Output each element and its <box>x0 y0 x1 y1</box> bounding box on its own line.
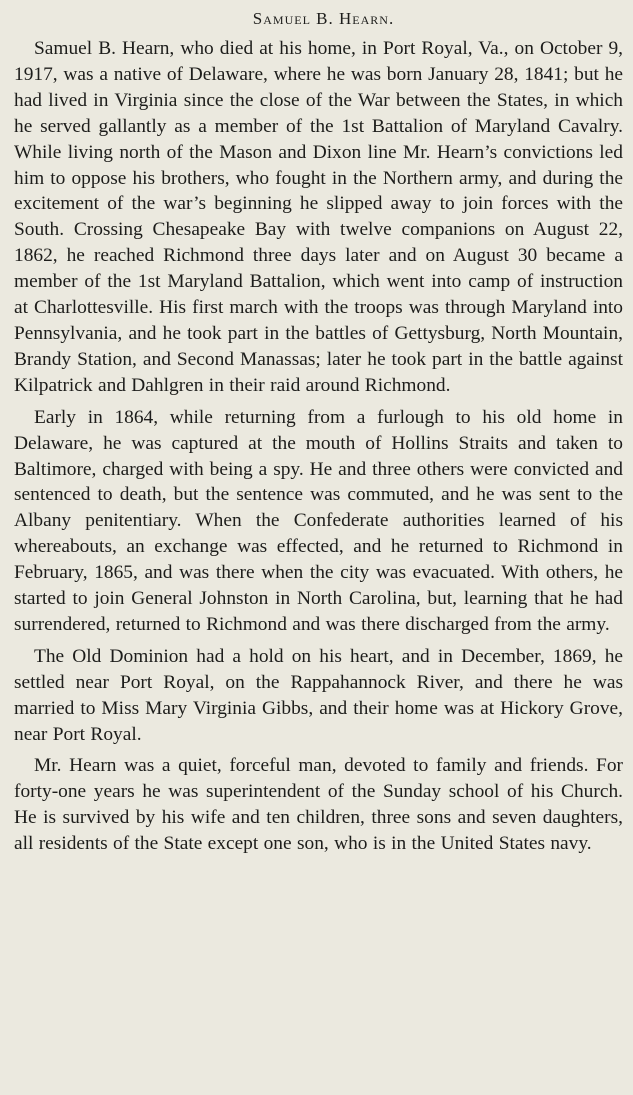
paragraph-biography: Samuel B. Hearn, who died at his home, in Port Royal, Va., on October 9, 1917, was a native of Delaware, where he was born January 28, 1841; but he had lived in Virginia since the close of the War between the States, in which he served gallantly as a member of the 1st Battalion of Maryland Cavalry. While living north of the Mason and Dixon line Mr. Hearn’s convictions led him to oppose his brothers, who fought in the Northern army, and during the excitement of the war’s beginning he slipped away to join forces with the South. Crossing Chesapeake Bay with twelve companions on August 22, 1862, he reached Richmond three days later and on August 30 became a member of the 1st Maryland Battalion, which went into camp of instruction at Charlottesville. His first march with the troops was through Maryland into Pennsylvania, and he took part in the battles of Gettysburg, North Mountain, Brandy Station, and Second Manassas; later he took part in the battle against Kilpatrick and Dahlgren in their raid around Richmond. <box>14 38 623 396</box>
paragraph-settlement: The Old Dominion had a hold on his heart, and in December, 1869, he settled near Port Royal, on the Rappahannock River, and there he was married to Miss Mary Virginia Gibbs, and their home was at Hickory Grove, near Port Royal. <box>14 645 623 745</box>
paragraph-character: Mr. Hearn was a quiet, forceful man, devoted to family and friends. For forty-one years he was superintendent of the Sunday school of his Church. He is survived by his wife and ten children, three sons and seven daughters, all residents of the State except one son, who is in the United States navy. <box>14 755 623 855</box>
paragraph-capture: Early in 1864, while returning from a furlough to his old home in Delaware, he was captured at the mouth of Hollins Straits and taken to Baltimore, charged with being a spy. He and three others were convicted and sentenced to death, but the sentence was commuted, and he was sent to the Albany penitentiary. When the Confederate authorities learned of his whereabouts, an exchange was effected, and he returned to Richmond in February, 1865, and was there when the city was evacuated. With others, he started to join General Johnston in North Carolina, but, learning that he had surrendered, returned to Richmond and was there discharged from the army. <box>14 406 623 635</box>
document-page <box>14 8 623 863</box>
article-title: Samuel B. Hearn. <box>252 9 395 28</box>
